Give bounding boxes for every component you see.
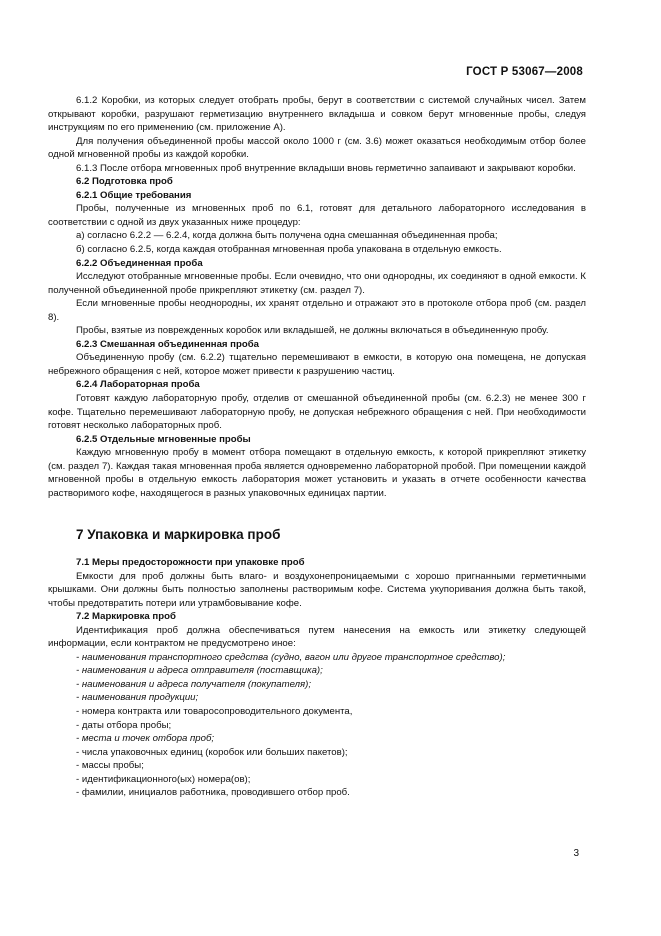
- page-number: 3: [573, 848, 579, 859]
- list-item: - места и точек отбора проб;: [76, 733, 215, 745]
- section-7-heading: 7 Упаковка и маркировка проб: [76, 527, 281, 543]
- list-item: - даты отбора пробы;: [76, 719, 172, 731]
- paragraph: Объединенную пробу (см. 6.2.2) тщательно перемешивают в емкости, в которую она помещена, не допуская небрежного обращения с ней, которое может привести к разрушению частиц.: [48, 352, 586, 377]
- list-item-a: а) согласно 6.2.2 — 6.2.4, когда должна быть получена одна смешанная объединенная проба;: [76, 230, 498, 242]
- paragraph: Исследуют отобранные мгновенные пробы. Если очевидно, что они однородны, их соединяют в одной емкости. К полученной объединенной пробе прикрепляют этикетку (см. раздел 7).: [48, 271, 586, 296]
- paragraph: Для получения объединенной пробы массой около 1000 г (см. 3.6) может оказаться необходимым отбор более одной мгновенной пробы из каждой коробки.: [48, 135, 586, 161]
- list-item: - массы пробы;: [76, 760, 144, 772]
- heading-6-2-2: 6.2.2 Объединенная проба: [76, 257, 203, 269]
- paragraph: Каждую мгновенную пробу в момент отбора помещают в отдельную емкость, к которой прикрепляют этикетку (см. раздел 7). Каждая такая мгновенная проба является одновременно лабораторной пробой. При помещении каждой мгновенной пробы в отдельную емкость лаборатория может установить и указать в отчете особенности качества растворимого кофе, находящегося в разных упаковочных единицах партии.: [48, 447, 586, 499]
- paragraph-6-1-3: 6.1.3 После отбора мгновенных проб внутренние вкладыши вновь герметично запаивают и закрывают коробки.: [76, 162, 576, 174]
- list-item: - наименования продукции;: [76, 692, 199, 704]
- list-item: - наименования транспортного средства (судно, вагон или другое транспортное средство);: [76, 651, 506, 663]
- heading-7-1: 7.1 Меры предосторожности при упаковке проб: [76, 556, 305, 568]
- list-item: - номера контракта или товаросопроводительного документа,: [76, 705, 353, 717]
- heading-6-2-4: 6.2.4 Лабораторная проба: [76, 379, 200, 391]
- list-item: - фамилии, инициалов работника, проводившего отбор проб.: [76, 787, 350, 799]
- paragraph: Готовят каждую лабораторную пробу, отделив от смешанной объединенной пробы (см. 6.2.3) не менее 300 г кофе. Тщательно перемешивают лабораторную пробу, не допуская небрежного обращения с ней. При необходимости готовят несколько лабораторных проб.: [48, 393, 586, 432]
- document-body: [48, 94, 586, 800]
- paragraph: Пробы, взятые из поврежденных коробок или вкладышей, не должны включаться в объединенную пробу.: [76, 325, 549, 337]
- list-item: - идентификационного(ых) номера(ов);: [76, 773, 251, 785]
- paragraph: Идентификация проб должна обеспечиваться путем нанесения на емкость или этикетку следующей информации, если контрактом не предусмотрено иное:: [48, 624, 586, 650]
- standard-header: ГОСТ Р 53067—2008: [466, 66, 583, 78]
- paragraph: Емкости для проб должны быть влаго- и воздухонепроницаемыми с хорошо пригнанными герметичными крышками. Они должны быть полностью заполнены растворимым кофе. Система укупоривания должна быть такой, чтобы предотвратить потери или утрамбовывание кофе.: [48, 570, 586, 609]
- heading-7-2: 7.2 Маркировка проб: [76, 611, 176, 623]
- paragraph: Если мгновенные пробы неоднородны, их хранят отдельно и отражают это в протоколе отбора проб (см. раздел 8).: [48, 298, 586, 323]
- paragraph: Пробы, полученные из мгновенных проб по 6.1, готовят для детального лабораторного исследования в соответствии с одной из двух указанных ниже процедур:: [48, 203, 586, 228]
- list-item-b: б) согласно 6.2.5, когда каждая отобранная мгновенная проба упакована в отдельную емкость.: [76, 244, 502, 256]
- heading-6-2-5: 6.2.5 Отдельные мгновенные пробы: [76, 433, 251, 445]
- heading-6-2: 6.2 Подготовка проб: [76, 176, 173, 188]
- list-item: - числа упаковочных единиц (коробок или больших пакетов);: [76, 746, 348, 758]
- paragraph-6-1-2: 6.1.2 Коробки, из которых следует отобрать пробы, берут в соответствии с системой случайных чисел. Затем открывают коробки, разрушают герметизацию внутреннего вкладыша и совком берут мгновенные пробы, следуя инструкциям по его применению (см. приложение А).: [48, 95, 586, 134]
- list-item: - наименования и адреса отправителя (поставщика);: [76, 665, 323, 677]
- heading-6-2-3: 6.2.3 Смешанная объединенная проба: [76, 338, 259, 350]
- list-item: - наименования и адреса получателя (покупателя);: [76, 678, 312, 690]
- heading-6-2-1: 6.2.1 Общие требования: [76, 189, 192, 201]
